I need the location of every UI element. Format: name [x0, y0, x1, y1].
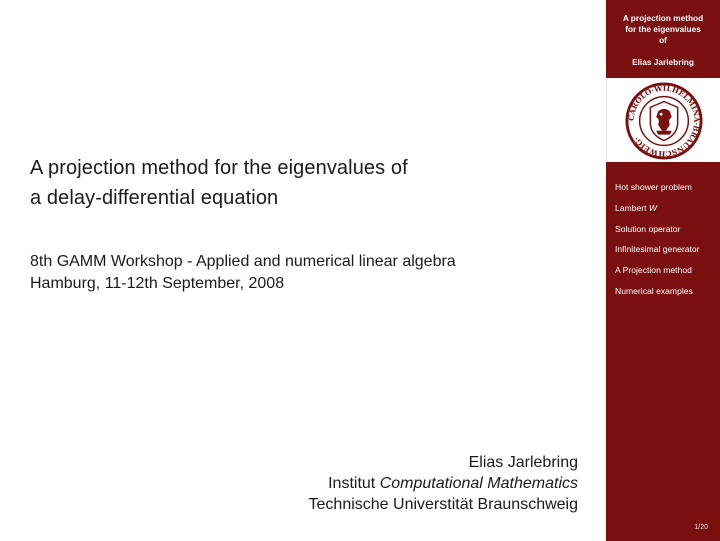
page-number: 1/20: [694, 524, 708, 531]
nav-item-lambert-w[interactable]: [615, 203, 700, 224]
university-seal-icon: [625, 82, 703, 160]
slide-title-line-1: A projection method for the eigenvalues of: [30, 157, 408, 179]
event-line-2: Hamburg, 11-12th September, 2008: [30, 275, 285, 292]
nav-item-lambert-label: Lambert: [615, 202, 647, 213]
sidebar-author: Elias Jarlebring: [632, 57, 694, 67]
svg-text:CAROLO·WILHELMINA·BRAUNSCHWEIG: CAROLO·WILHELMINA·BRAUNSCHWEIG·: [626, 83, 702, 159]
sidebar-title-line-1: A projection method: [622, 13, 704, 23]
institute: [309, 473, 578, 494]
university: Technische Universtität Braunschweig: [308, 496, 578, 513]
nav-item-numerical-examples[interactable]: Numerical examples: [615, 285, 693, 296]
university-seal-box: [606, 78, 720, 162]
author-block: [309, 452, 578, 515]
nav-item-hot-shower-problem[interactable]: Hot shower problem: [615, 182, 692, 192]
nav-item-projection-method[interactable]: A Projection method: [615, 265, 692, 276]
sidebar-nav: [615, 182, 700, 307]
sidebar-title-line-3: of: [659, 35, 667, 45]
slide-title-line-2: a delay-differential equation: [30, 187, 279, 209]
institute-prefix: Institut: [328, 475, 376, 492]
nav-item-solution-operator[interactable]: Solution operator: [615, 223, 681, 234]
author-name: Elias Jarlebring: [468, 454, 578, 471]
sidebar-title: [610, 13, 716, 46]
nav-item-infinitesimal-generator[interactable]: Infinitesimal generator: [615, 244, 700, 255]
nav-item-lambert-w-symbol: W: [648, 202, 658, 213]
institute-name: Computational Mathematics: [379, 475, 578, 492]
sidebar-title-line-2: for the eigenvalues: [625, 24, 701, 34]
event-line-1: 8th GAMM Workshop - Applied and numerical linear algebra: [30, 253, 456, 270]
